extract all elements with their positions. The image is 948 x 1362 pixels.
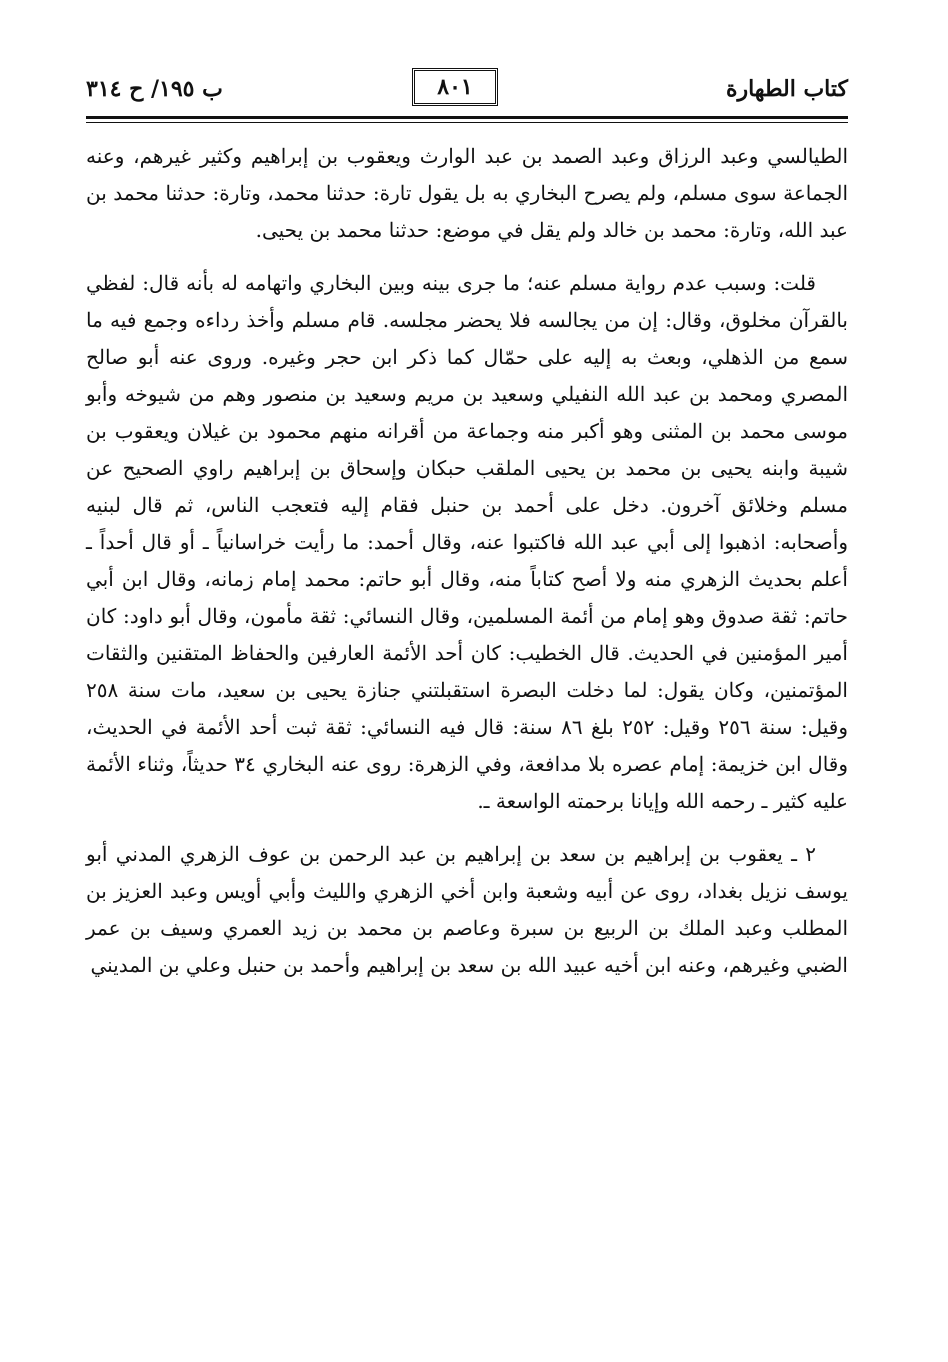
header-divider-thin	[86, 122, 848, 123]
chapter-reference: ب ١٩٥/ ح ٣١٤	[86, 76, 223, 102]
header-divider	[86, 116, 848, 119]
book-title: كتاب الطهارة	[725, 76, 848, 102]
page-number-frame	[412, 68, 498, 106]
page-body	[86, 138, 848, 984]
paragraph-narrator-entry: ٢ ـ يعقوب بن إبراهيم بن سعد بن إبراهيم بن عبد الرحمن بن عوف الزهري المدني أبو يوسف نزيل بغداد، روى عن أبيه وشعبة وابن أخي الزهري والليث وأبي أويس وعبد العزيز بن المطلب وعبد الملك بن الربيع بن سبرة وعاصم بن محمد بن زيد العمري وسيف بن عمر الضبي وغيرهم، وعنه ابن أخيه عبيد الله بن سعد بن إبراهيم وأحمد بن حنبل وعلي بن المديني	[86, 842, 848, 977]
page-header	[86, 62, 848, 114]
paragraph-continuation: الطيالسي وعبد الرزاق وعبد الصمد بن عبد الوارث ويعقوب بن إبراهيم وكثير غيرهم، وعنه الجماعة سوى مسلم، ولم يصرح البخاري به بل يقول تارة: حدثنا محمد، وتارة: حدثنا محمد بن عبد الله، وتارة: محمد بن خالد ولم يقل في موضع: حدثنا محمد بن يحيى.	[86, 144, 848, 242]
page-number: ٨٠١	[437, 74, 473, 100]
paragraph-commentary: قلت: وسبب عدم رواية مسلم عنه؛ ما جرى بينه وبين البخاري واتهامه له بأنه قال: لفظي بالقرآن مخلوق، وقال: إن من يجالسه فلا يحضر مجلسه. قام مسلم وأخذ رداءه وجمع فيه ما سمع من الذهلي، وبعث به إليه على حمّال كما ذكر ابن حجر وغيره. وروى عنه أبو صالح المصري ومحمد بن عبد الله النفيلي وسعيد بن مريم وسعيد بن منصور وهم من شيوخه وأبو موسى محمد بن المثنى وهو أكبر منه وجماعة من أقرانه منهم محمود بن غيلان ويعقوب بن شيبة وابنه يحيى بن محمد بن يحيى الملقب حبكان وإسحاق بن إبراهيم راوي الصحيح عن مسلم وخلائق آخرون. دخل على أحمد بن حنبل فقام إليه فتعجب الناس، ثم قال لبنيه وأصحابه: اذهبوا إلى أبي عبد الله فاكتبوا عنه، وقال أحمد: ما رأيت خراسانياً ـ أو قال أحداً ـ أعلم بحديث الزهري منه ولا أصح كتاباً منه، وقال أبو حاتم: محمد إمام زمانه، وقال ابن أبي حاتم: ثقة صدوق وهو إمام من أئمة المسلمين، وقال النسائي: ثقة مأمون، وقال أبو داود: كان أمير المؤمنين في الحديث. قال الخطيب: كان أحد الأئمة العارفين والحفاظ المتقنين والثقات المؤتمنين، وكان يقول: لما دخلت البصرة استقبلتني جنازة يحيى بن سعيد، مات سنة ٢٥٨ وقيل: سنة ٢٥٦ وقيل: ٢٥٢ بلغ ٨٦ سنة: قال فيه النسائي: ثقة ثبت أحد الأئمة في الحديث، وقال ابن خزيمة: إمام عصره بلا مدافعة، وفي الزهرة: روى عنه البخاري ٣٤ حديثاً، وثناء الأئمة عليه كثير ـ رحمه الله وإيانا برحمته الواسعة ـ.	[86, 271, 849, 813]
